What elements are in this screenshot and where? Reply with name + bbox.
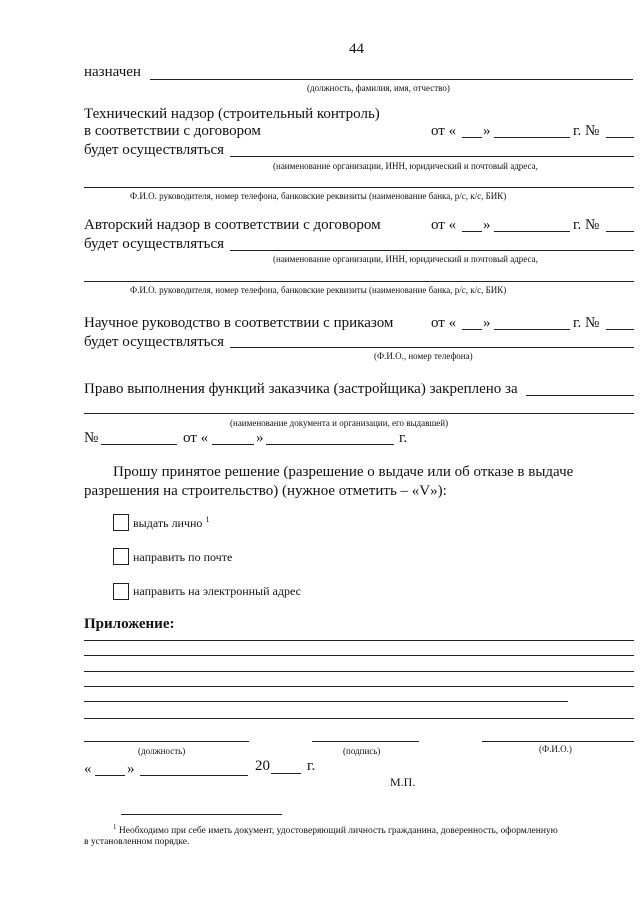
tech-day-field[interactable]: [462, 137, 482, 138]
tech-month-field[interactable]: [494, 137, 570, 138]
right-year: г.: [399, 430, 408, 446]
right-month-field[interactable]: [266, 444, 394, 445]
request-line1: Прошу принятое решение (разрешение о выдаче или об отказе в выдаче: [113, 464, 574, 480]
author-line1: Авторский надзор в соответствии с договором: [84, 217, 381, 233]
tech-line1: Технический надзор (строительный контроль): [84, 106, 380, 122]
science-line1: Научное руководство в соответствии с приказом: [84, 315, 394, 331]
tech-line2: в соответствии с договором: [84, 123, 261, 139]
author-will-be: будет осуществляться: [84, 236, 225, 252]
sign-year-prefix: 20: [255, 758, 270, 774]
science-day-field[interactable]: [462, 329, 482, 330]
option-personally-footnote-ref: 1: [205, 515, 210, 524]
sign-day-field[interactable]: [95, 775, 125, 776]
stamp-label: М.П.: [390, 775, 416, 789]
science-number-field[interactable]: [606, 329, 634, 330]
option-checkbox-mail[interactable]: [113, 548, 129, 565]
footnote-line2: в установленном порядке.: [84, 837, 190, 847]
author-day-field[interactable]: [462, 231, 482, 232]
footnote-marker: 1: [113, 823, 117, 831]
right-org-field[interactable]: [526, 395, 634, 396]
tech-caption1: (наименование организации, ИНН, юридический и почтовый адреса,: [273, 161, 538, 171]
option-checkbox-personally[interactable]: [113, 514, 129, 531]
page-number: 44: [349, 41, 364, 57]
right-num-label: №: [84, 430, 99, 446]
request-line2: разрешения на строительство) (нужное отметить – «V»):: [84, 483, 447, 499]
attachment-line-6[interactable]: [84, 718, 634, 719]
author-org-field2[interactable]: [84, 281, 634, 282]
signature-caption: (подпись): [343, 746, 381, 756]
tech-will-be: будет осуществляться: [84, 142, 225, 158]
science-will-be: будет осуществляться: [84, 334, 225, 350]
footnote-text1: Необходимо при себе иметь документ, удостоверяющий личность гражданина, доверенность, оформленную: [118, 826, 558, 837]
attachment-line-5[interactable]: [84, 701, 568, 702]
tech-org-field[interactable]: [230, 156, 634, 157]
attachment-line-4[interactable]: [84, 686, 634, 687]
tech-date-prefix: от «: [431, 123, 457, 139]
author-date-prefix: от «: [431, 217, 457, 233]
tech-year-num: г. №: [573, 123, 600, 139]
tech-org-field2[interactable]: [84, 187, 634, 188]
attachment-title: Приложение:: [84, 616, 175, 632]
tech-date-mid: »: [483, 123, 491, 139]
sign-date-close: »: [127, 761, 135, 777]
assigned-caption: (должность, фамилия, имя, отчество): [307, 83, 450, 93]
right-date-prefix: от «: [183, 430, 209, 446]
fio-field[interactable]: [482, 741, 634, 742]
author-caption1: (наименование организации, ИНН, юридический и почтовый адреса,: [273, 254, 538, 264]
science-person-field[interactable]: [230, 347, 634, 348]
attachment-line-1[interactable]: [84, 640, 634, 641]
position-caption: (должность): [138, 746, 186, 756]
signature-field[interactable]: [312, 741, 419, 742]
science-date-prefix: от «: [431, 315, 457, 331]
author-caption2: Ф.И.О. руководителя, номер телефона, банковские реквизиты (наименование банка, р/с, к/с, БИК): [130, 285, 507, 295]
position-field[interactable]: [84, 741, 249, 742]
science-caption: (Ф.И.О., номер телефона): [374, 351, 473, 361]
option-mail-label: направить по почте: [133, 550, 233, 564]
right-day-field[interactable]: [212, 444, 254, 445]
author-year-num: г. №: [573, 217, 600, 233]
sign-month-field[interactable]: [140, 775, 248, 776]
option-personally: [133, 515, 209, 531]
option-personally-label: выдать лично: [133, 516, 203, 530]
attachment-line-3[interactable]: [84, 671, 634, 672]
sign-year-field[interactable]: [271, 773, 301, 774]
science-month-field[interactable]: [494, 329, 570, 330]
assigned-label: назначен: [84, 64, 141, 80]
author-month-field[interactable]: [494, 231, 570, 232]
assigned-field[interactable]: [150, 79, 633, 80]
right-number-field[interactable]: [101, 444, 177, 445]
author-org-field[interactable]: [230, 250, 634, 251]
tech-caption2: Ф.И.О. руководителя, номер телефона, банковские реквизиты (наименование банка, р/с, к/с, БИК): [130, 191, 507, 201]
option-checkbox-email[interactable]: [113, 583, 129, 600]
right-org-field2[interactable]: [84, 413, 634, 414]
author-date-mid: »: [483, 217, 491, 233]
tech-number-field[interactable]: [606, 137, 634, 138]
right-caption: (наименование документа и организации, его выдавшей): [230, 418, 449, 428]
author-number-field[interactable]: [606, 231, 634, 232]
sign-date-open: «: [84, 761, 92, 777]
science-date-mid: »: [483, 315, 491, 331]
footnote-line1: [113, 823, 558, 836]
science-year-num: г. №: [573, 315, 600, 331]
option-email-label: направить на электронный адрес: [133, 584, 301, 598]
right-date-mid: »: [256, 430, 264, 446]
right-line1: Право выполнения функций заказчика (застройщика) закреплено за: [84, 381, 518, 397]
sign-year-suffix: г.: [307, 758, 316, 774]
attachment-line-2[interactable]: [84, 655, 634, 656]
footnote-separator: [121, 814, 282, 815]
fio-caption: (Ф.И.О.): [539, 744, 572, 754]
